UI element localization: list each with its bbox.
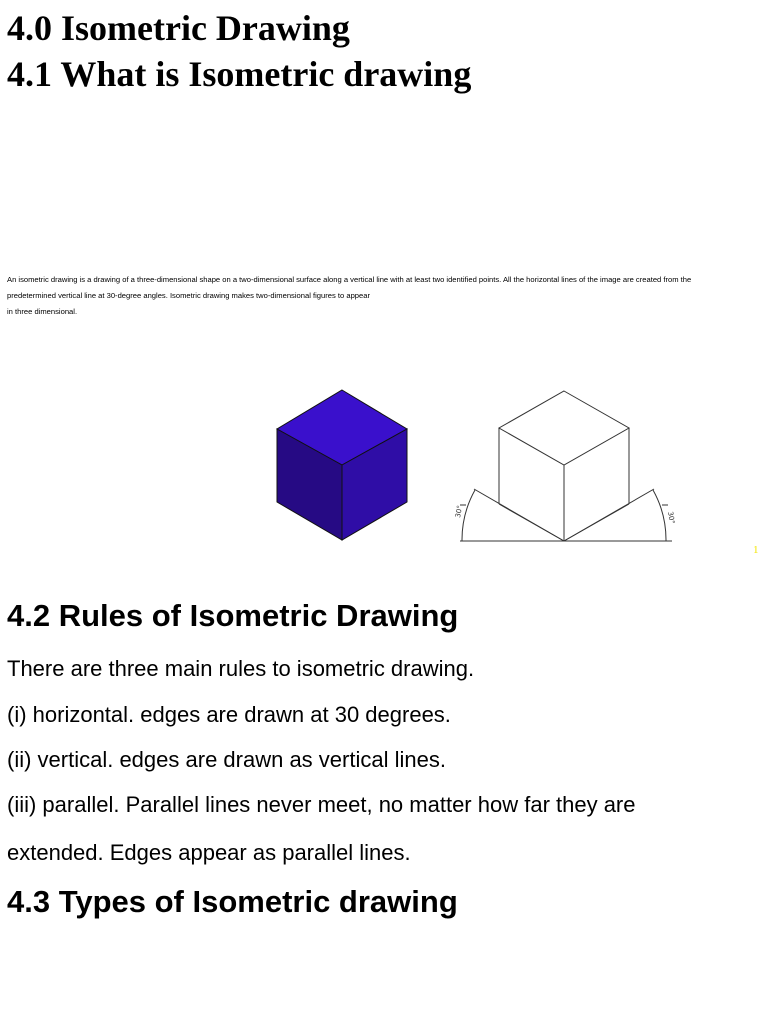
isometric-cube-figure [270,385,690,550]
intro-line-2: predetermined vertical line at 30-degree angles. Isometric drawing makes two-dimensional figures to appear [7,291,370,300]
heading-rules-of-isometric-drawing: 4.2 Rules of Isometric Drawing [7,598,459,633]
rule-parallel: (iii) parallel. Parallel lines never meet, no matter how far they are [7,792,636,817]
wire-top-face [499,391,629,465]
angle-label-right: 30° [666,510,677,525]
intro-line-3: in three dimensional. [7,307,78,316]
angle-line-left [474,489,564,541]
heading-types-of-isometric-drawing: 4.3 Types of Isometric drawing [7,884,458,919]
rule-vertical: (ii) vertical. edges are drawn as vertical lines. [7,747,446,772]
angle-arc-left [462,490,475,541]
solid-cube [277,390,407,540]
intro-line-1: An isometric drawing is a drawing of a three-dimensional shape on a two-dimensional surface along a vertical line with at least two identified points. All the horizontal lines of the image are created from the [7,275,692,284]
page-marker: 1 [753,544,759,556]
wireframe-cube [460,391,672,541]
intro-paragraph [7,272,762,320]
angle-label-left: 30° [454,504,465,519]
angle-line-right [564,489,654,541]
heading-what-is-isometric-drawing: 4.1 What is Isometric drawing [7,54,472,94]
rule-parallel-continued: extended. Edges appear as parallel lines. [7,840,411,865]
rules-intro: There are three main rules to isometric drawing. [7,656,475,681]
rule-horizontal: (i) horizontal. edges are drawn at 30 degrees. [7,702,451,727]
heading-isometric-drawing: 4.0 Isometric Drawing [7,8,350,48]
angle-arc-right [653,490,666,541]
